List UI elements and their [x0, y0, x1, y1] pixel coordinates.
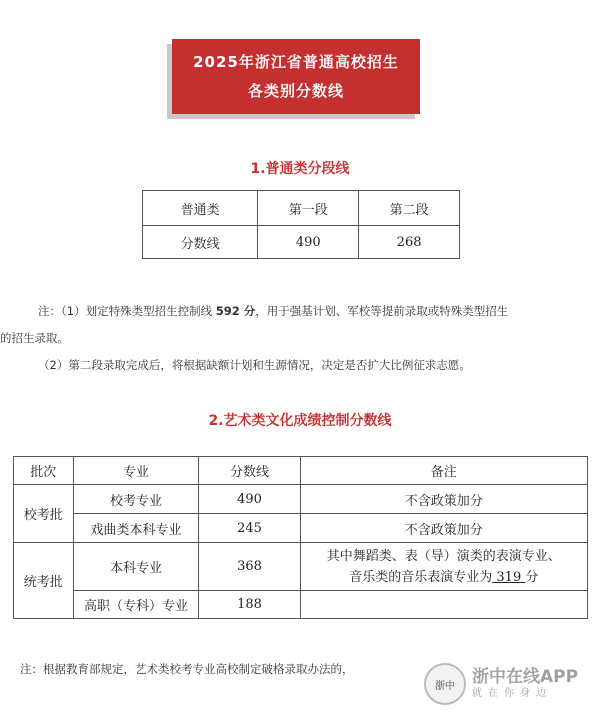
header-cell: 专业 [73, 457, 199, 485]
table-row [143, 226, 460, 259]
table-row [14, 485, 588, 514]
major-cell: 本科专业 [73, 543, 199, 591]
batch-cell: 校考批 [14, 485, 74, 543]
header-cell: 第一段 [258, 191, 359, 226]
note-1-line-2: 的招生录取。 [0, 331, 69, 345]
header-cell: 普通类 [143, 191, 258, 226]
title-line-1: 2025年浙江省普通高校招生 [193, 52, 399, 71]
note-1-text-b: ，用于强基计划、军校等提前录取或特殊类型招生 [255, 304, 509, 318]
section2-heading: 2.艺术类文化成绩控制分数线 [208, 413, 392, 429]
score-cell: 368 [199, 543, 300, 591]
score-cell: 245 [199, 514, 300, 543]
table-header-row [143, 191, 460, 226]
title-box [172, 39, 420, 114]
remark-unit: 分 [525, 570, 539, 585]
art-score-table [13, 456, 588, 619]
note-1-text-a: 注：（1）划定特殊类型招生控制线 [38, 304, 216, 318]
table-header-row [14, 457, 588, 485]
section1-heading: 1.普通类分段线 [250, 161, 350, 177]
music-performance-score: 319 [492, 570, 526, 585]
major-cell: 高职（专科）专业 [73, 591, 199, 619]
remark-line-2-text: 音乐类的音乐表演专业为 [349, 570, 493, 585]
note-1-line-1 [38, 302, 508, 321]
header-cell: 备注 [300, 457, 587, 485]
header-cell: 分数线 [199, 457, 300, 485]
title-banner [172, 39, 420, 114]
general-score-table [142, 190, 460, 259]
watermark-slogan: 就在你身边 [472, 688, 552, 699]
score-cell: 268 [359, 226, 460, 259]
remark-cell-empty [300, 591, 587, 619]
row-label: 分数线 [143, 226, 258, 259]
special-control-score: 592 分 [215, 304, 256, 318]
major-cell: 戏曲类本科专业 [73, 514, 199, 543]
title-line-2: 各类别分数线 [247, 81, 344, 100]
watermark-text [472, 667, 578, 701]
batch-cell: 统考批 [14, 543, 74, 619]
remark-line-1: 其中舞蹈类、表（导）演类的表演专业、 [326, 549, 561, 564]
table-row [14, 543, 588, 591]
app-watermark [424, 660, 600, 708]
score-cell: 490 [199, 485, 300, 514]
score-cell: 188 [199, 591, 300, 619]
remark-line-2 [301, 567, 587, 588]
note-2: （2）第二段录取完成后，将根据缺额计划和生源情况，决定是否扩大比例征求志愿。 [38, 358, 471, 372]
remark-cell: 不含政策加分 [300, 485, 587, 514]
score-cell: 490 [258, 226, 359, 259]
major-cell: 校考专业 [73, 485, 199, 514]
table-row [14, 591, 588, 619]
remark-cell: 不含政策加分 [300, 514, 587, 543]
watermark-app-name: 浙中在线APP [472, 667, 579, 687]
app-logo-icon: 浙中 [424, 663, 466, 705]
table-row [14, 514, 588, 543]
header-cell: 第二段 [359, 191, 460, 226]
header-cell: 批次 [14, 457, 74, 485]
remark-merged-cell [300, 543, 587, 591]
art-note: 注：根据教育部规定，艺术类校考专业高校制定破格录取办法的， [20, 662, 354, 676]
